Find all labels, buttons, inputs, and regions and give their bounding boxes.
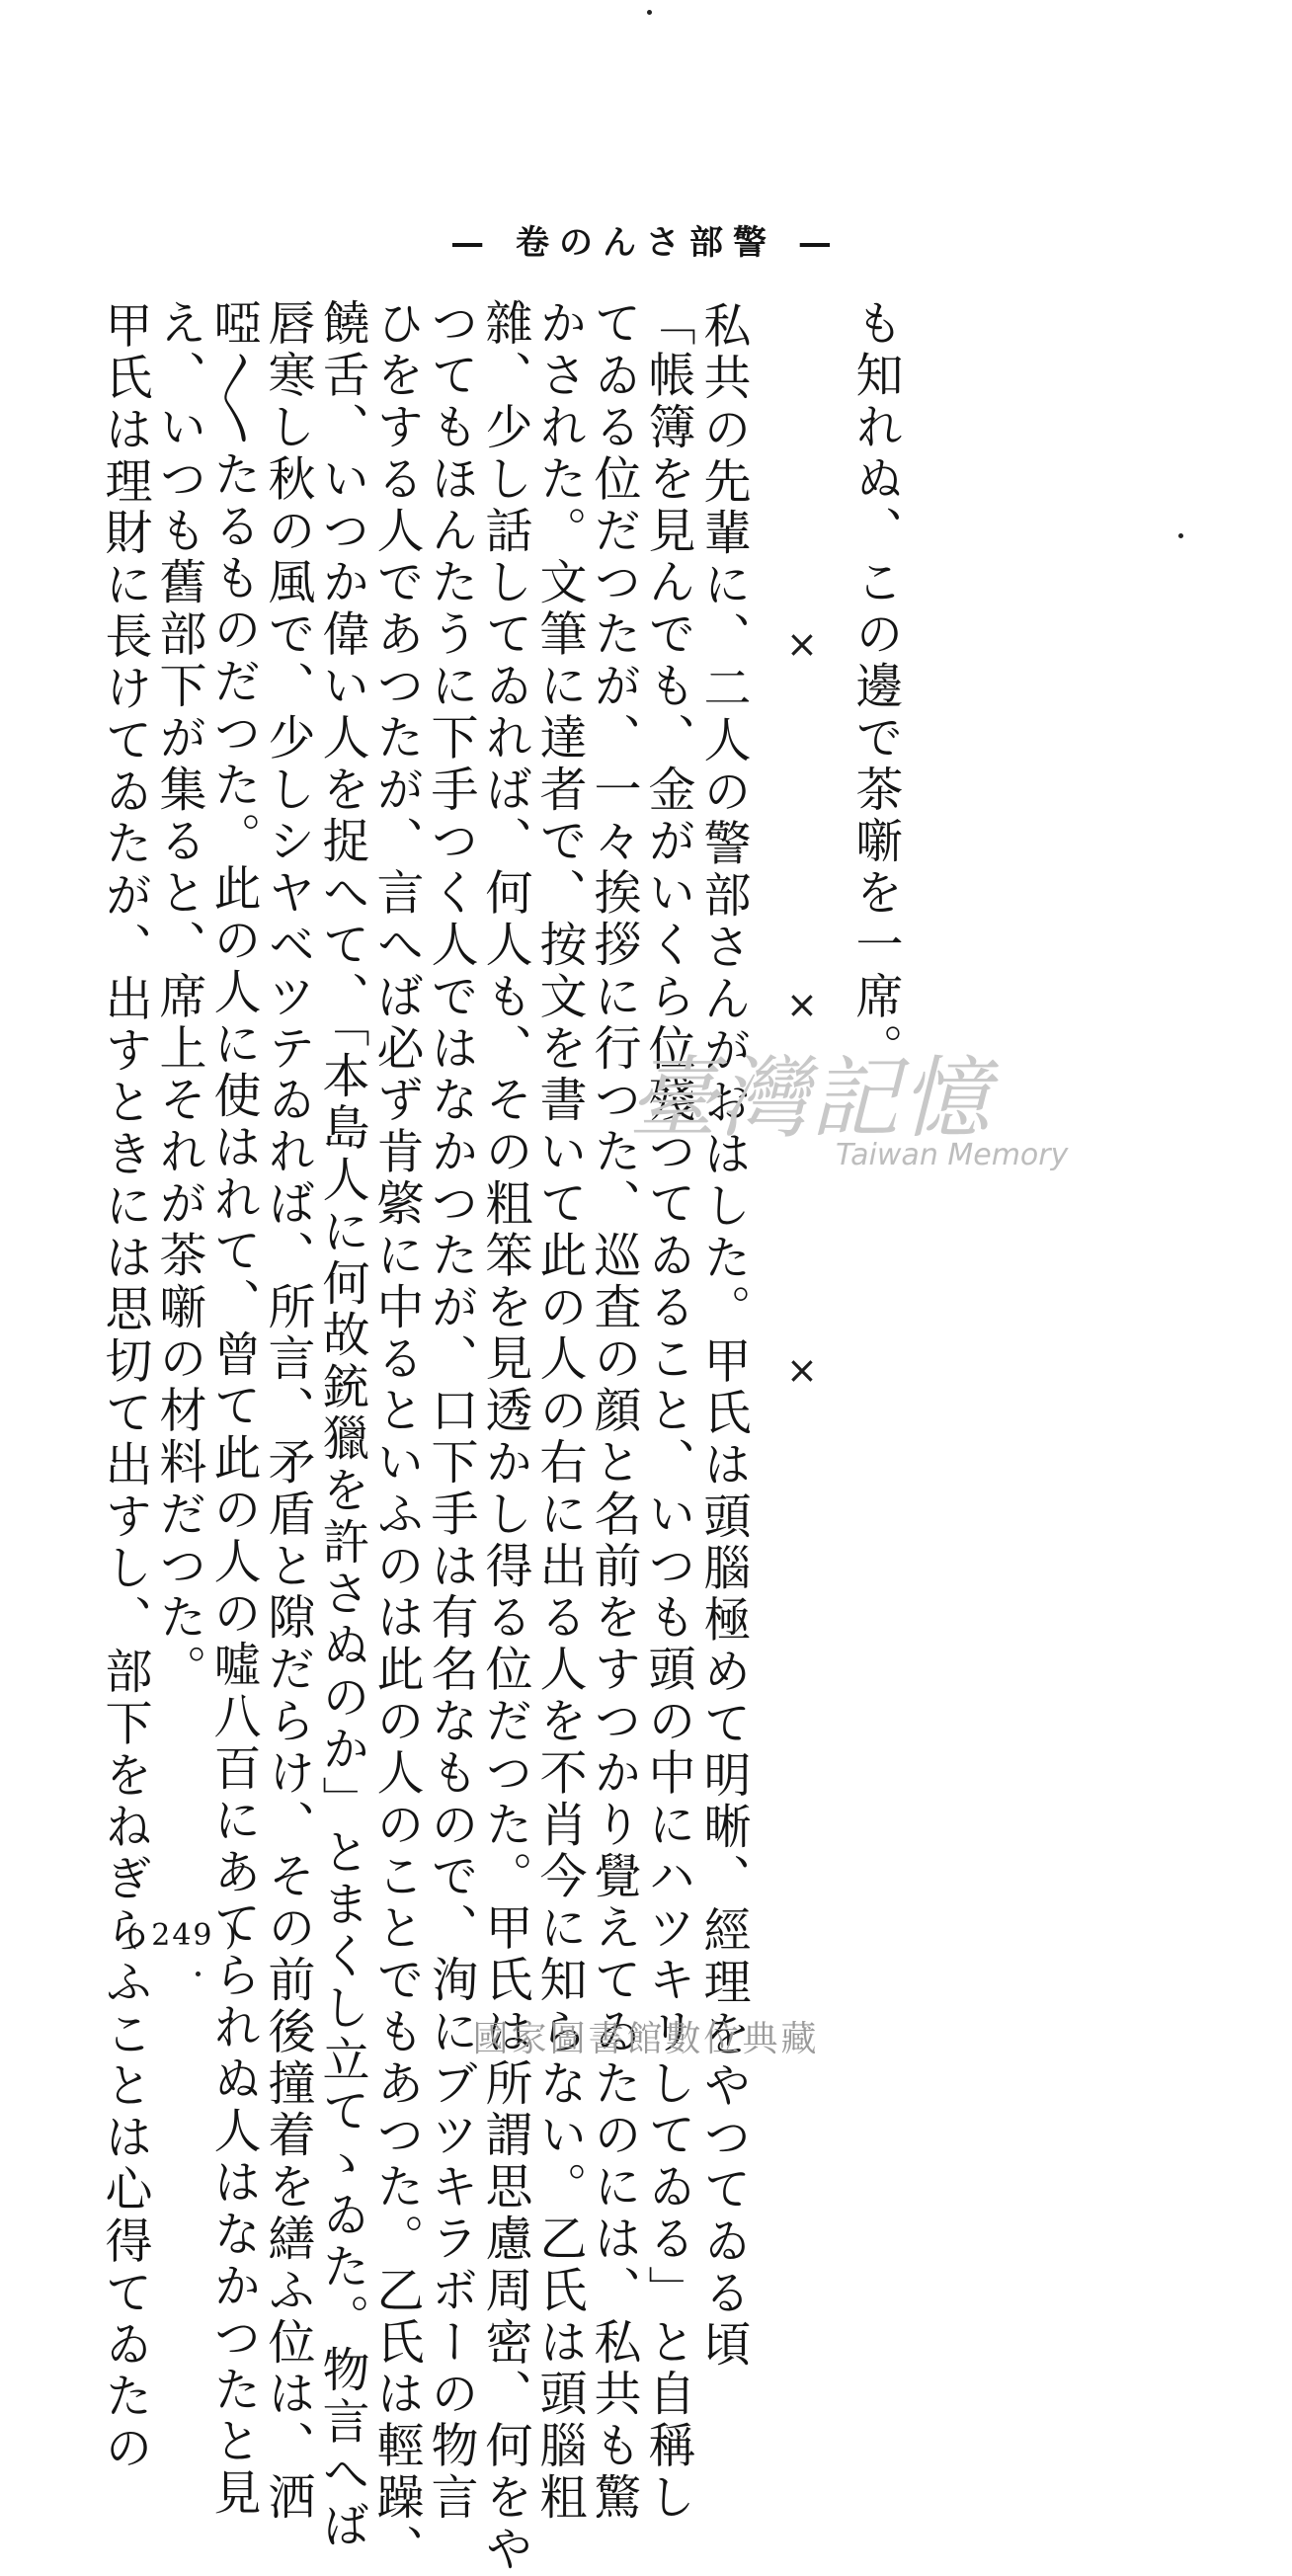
running-header: — 卷のんさ部警 —	[450, 223, 842, 263]
page-number: ( 249 )	[126, 1918, 239, 1953]
scan-speck	[196, 1972, 201, 1976]
text-column: 「帳簿を見んでも、金がいくら位殘つてゐること、いつも頭の中にハツキリしてゐる」と自稱し	[640, 298, 695, 2525]
watermark-logo-text: 臺灣記憶	[628, 1047, 992, 1151]
text-column: てゐる位だつたが、一々挨拶に行つた、巡査の顔と名前をすつかり覺えてゐたのには、私共も驚	[586, 298, 641, 2525]
text-column: 甲氏は理財に長けてゐたが、出すときには思切て出すし、部下をねぎらふことは心得てゐたの	[97, 249, 152, 2475]
scan-speck	[1178, 533, 1183, 538]
section-break-mark: ×	[786, 983, 818, 1026]
section-break-mark: ×	[786, 622, 818, 666]
text-column: ひをする人であつたが、言へば必ず肯綮に中るといふのは此の人のことでもあつた。乙氏は輕躁、	[368, 298, 424, 2576]
section-break-mark: ×	[786, 1348, 818, 1392]
text-column: つてもほんたうに下手つく人ではなかつたが、口下手は有名なもので、洵にブツキラボーの物言	[423, 298, 478, 2525]
text-column: 私共の先輩に、二人の警部さんがおはした。甲氏は頭腦極めて明晰、經理をやつてゐる頃	[695, 249, 751, 2372]
text-column: え、いつも舊部下が集ると、席上それが茶噺の材料だつた。	[151, 298, 206, 1696]
scan-speck	[647, 10, 652, 15]
text-column: 饒舌、いつか偉い人を捉へて、「本島人に何故銃獵を許さぬのか」とまくし立てゝゐた。物言へば	[314, 298, 369, 2552]
text-column: 雜、少し話してゐれば、何人も、その粗笨を見透かし得る位だつた。甲氏は所謂思慮周密、何をや	[477, 298, 532, 2576]
footer-credit: 國家圖書館數位典藏	[472, 2019, 820, 2059]
watermark-subtitle: Taiwan Memory	[836, 1138, 1069, 1172]
text-column: も知れぬ、この邊で茶噺を一席。	[848, 298, 903, 1075]
watermark-logo	[628, 1047, 1102, 1213]
text-column: 啞〳〵たるものだつた。此の人に使はれて、曾て此の人の噓八百にあてられぬ人はなかつたと見	[205, 298, 261, 2520]
text-column: 唇寒し秋の風で、少しシヤベツテゐれば、所言、矛盾と隙だらけ、その前後撞着を繕ふ位は、洒	[260, 298, 315, 2525]
text-column: かされた。文筆に達者で、按文を書いて此の人の右に出る人を不肖今に知らない。乙氏は頭腦粗	[531, 298, 587, 2525]
